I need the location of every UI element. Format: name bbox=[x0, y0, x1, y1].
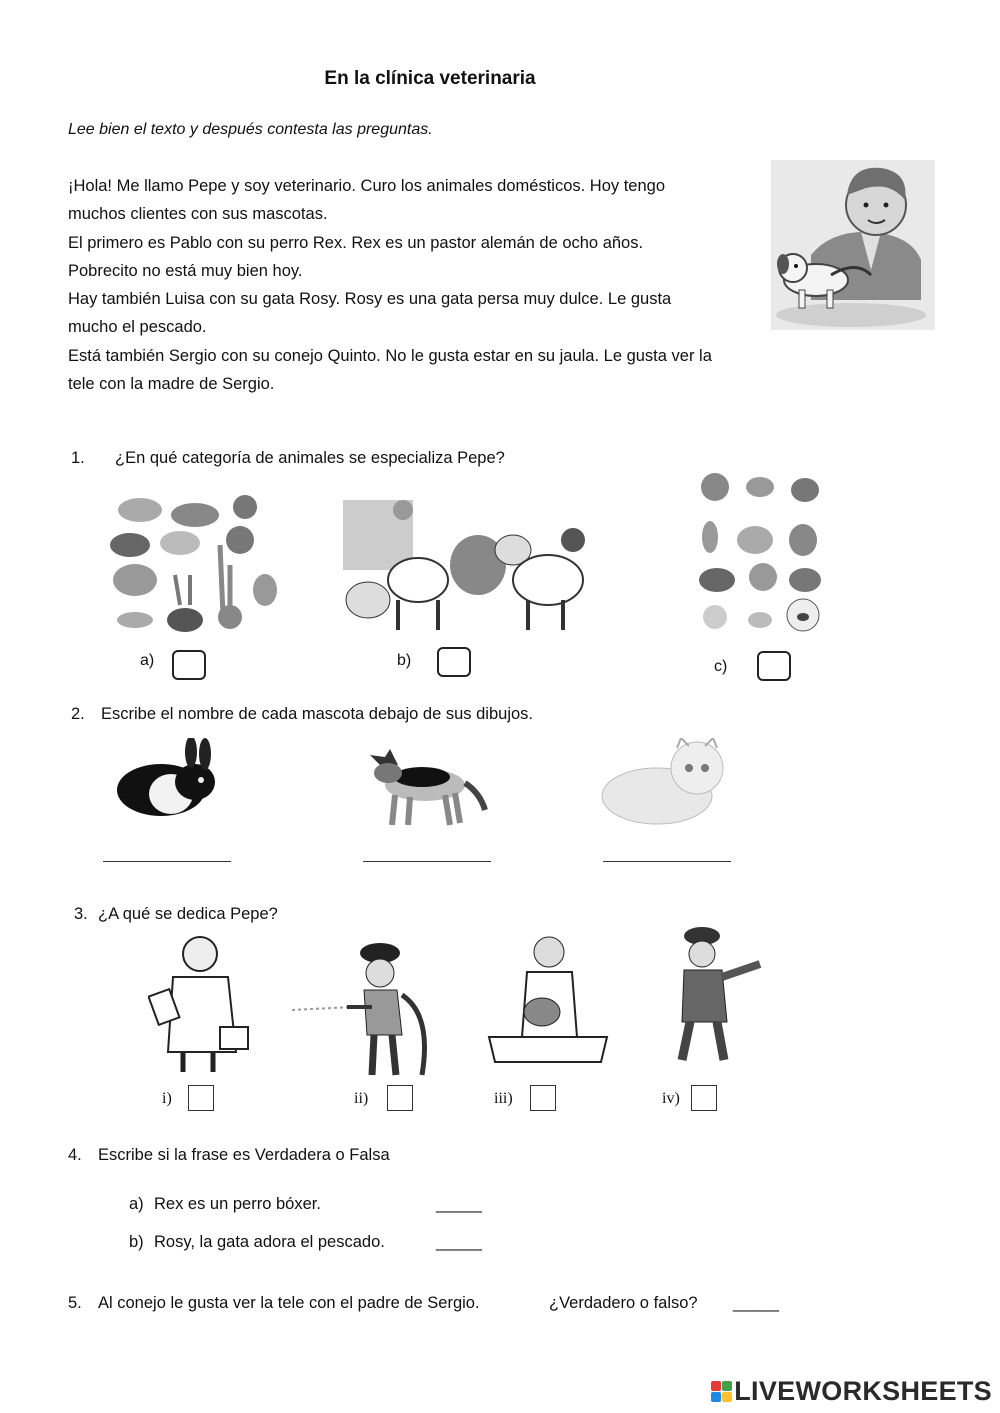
question-2-text: Escribe el nombre de cada mascota debajo de sus dibujos. bbox=[101, 705, 534, 723]
q4-item-a-label: a) bbox=[129, 1195, 144, 1213]
paragraph-line: Hay también Luisa con su gata Rosy. Rosy es una gata persa muy dulce. Le gusta bbox=[68, 290, 672, 309]
question-5-blank[interactable]: _____ bbox=[733, 1294, 779, 1312]
q3-option-ii-checkbox[interactable] bbox=[387, 1085, 413, 1111]
question-1-number: 1. bbox=[71, 449, 85, 467]
instructions: Lee bien el texto y después contesta las preguntas. bbox=[68, 121, 433, 138]
firefighter-image bbox=[292, 935, 442, 1080]
wild-animals-image bbox=[105, 485, 283, 640]
vet-with-dog-illustration bbox=[771, 160, 935, 330]
q3-option-iii-checkbox[interactable] bbox=[530, 1085, 556, 1111]
liveworksheets-logo-icon bbox=[711, 1381, 732, 1402]
logo-square-yellow bbox=[722, 1392, 732, 1402]
q3-option-ii-label: ii) bbox=[354, 1090, 369, 1107]
question-2-number: 2. bbox=[71, 705, 85, 723]
paragraph-line: ¡Hola! Me llamo Pepe y soy veterinario. Curo los animales domésticos. Hoy tengo bbox=[68, 177, 666, 195]
logo-square-blue bbox=[711, 1392, 721, 1402]
rabbit-image bbox=[113, 738, 223, 820]
cat-answer-line[interactable] bbox=[603, 861, 731, 862]
question-4-text: Escribe si la frase es Verdadera o Falsa bbox=[98, 1146, 390, 1164]
farm-animals-image bbox=[338, 495, 598, 635]
logo-square-red bbox=[711, 1381, 721, 1391]
question-5-prompt: ¿Verdadero o falso? bbox=[549, 1294, 698, 1312]
q3-option-iii-label: iii) bbox=[494, 1090, 513, 1107]
paragraph-line: tele con la madre de Sergio. bbox=[68, 375, 275, 394]
logo-square-green bbox=[722, 1381, 732, 1391]
q3-option-i-label: i) bbox=[162, 1090, 172, 1107]
paragraph-line: Está también Sergio con su conejo Quinto. No le gusta estar en su jaula. Le gusta ver la bbox=[68, 346, 712, 365]
reading-paragraph bbox=[68, 172, 788, 398]
german-shepherd-image bbox=[360, 735, 490, 830]
q1-option-b-label: b) bbox=[397, 652, 412, 669]
question-4-number: 4. bbox=[68, 1146, 82, 1164]
rabbit-answer-line[interactable] bbox=[103, 861, 231, 862]
page-title: En la clínica veterinaria bbox=[324, 68, 536, 89]
dog-answer-line[interactable] bbox=[363, 861, 491, 862]
q1-option-b-checkbox[interactable] bbox=[437, 647, 471, 677]
q4-item-a-blank[interactable]: _____ bbox=[436, 1195, 482, 1213]
q4-item-a-text: Rex es un perro bóxer. bbox=[154, 1195, 321, 1213]
q3-option-iv-label: iv) bbox=[662, 1090, 680, 1107]
persian-cat-image bbox=[597, 738, 732, 833]
liveworksheets-watermark bbox=[711, 1376, 992, 1407]
watermark-text: LIVEWORKSHEETS bbox=[734, 1376, 992, 1406]
q1-option-a-checkbox[interactable] bbox=[172, 650, 206, 680]
q3-option-iv-checkbox[interactable] bbox=[691, 1085, 717, 1111]
q1-option-c-checkbox[interactable] bbox=[757, 651, 791, 681]
q4-item-b-text: Rosy, la gata adora el pescado. bbox=[154, 1233, 385, 1251]
paragraph-line: El primero es Pablo con su perro Rex. Rex es un pastor alemán de ocho años. bbox=[68, 233, 644, 252]
question-3-number: 3. bbox=[74, 905, 88, 923]
question-5-text: Al conejo le gusta ver la tele con el padre de Sergio. bbox=[98, 1294, 480, 1312]
police-officer-image bbox=[662, 922, 764, 1067]
paragraph-line: mucho el pescado. bbox=[68, 318, 207, 337]
question-3-text: ¿A qué se dedica Pepe? bbox=[98, 905, 278, 923]
paragraph-line: Pobrecito no está muy bien hoy. bbox=[68, 261, 303, 280]
q3-option-i-checkbox[interactable] bbox=[188, 1085, 214, 1111]
question-5-number: 5. bbox=[68, 1294, 82, 1312]
q4-item-b-blank[interactable]: _____ bbox=[436, 1233, 482, 1251]
q4-item-b-label: b) bbox=[129, 1233, 144, 1251]
paragraph-line: muchos clientes con sus mascotas. bbox=[68, 205, 328, 224]
q1-option-c-label: c) bbox=[714, 658, 728, 675]
domestic-animals-image bbox=[695, 465, 825, 635]
question-1-text: ¿En qué categoría de animales se especializa Pepe? bbox=[115, 449, 505, 467]
q1-option-a-label: a) bbox=[140, 652, 155, 669]
veterinarian-image bbox=[487, 932, 609, 1065]
doctor-image bbox=[148, 932, 256, 1077]
